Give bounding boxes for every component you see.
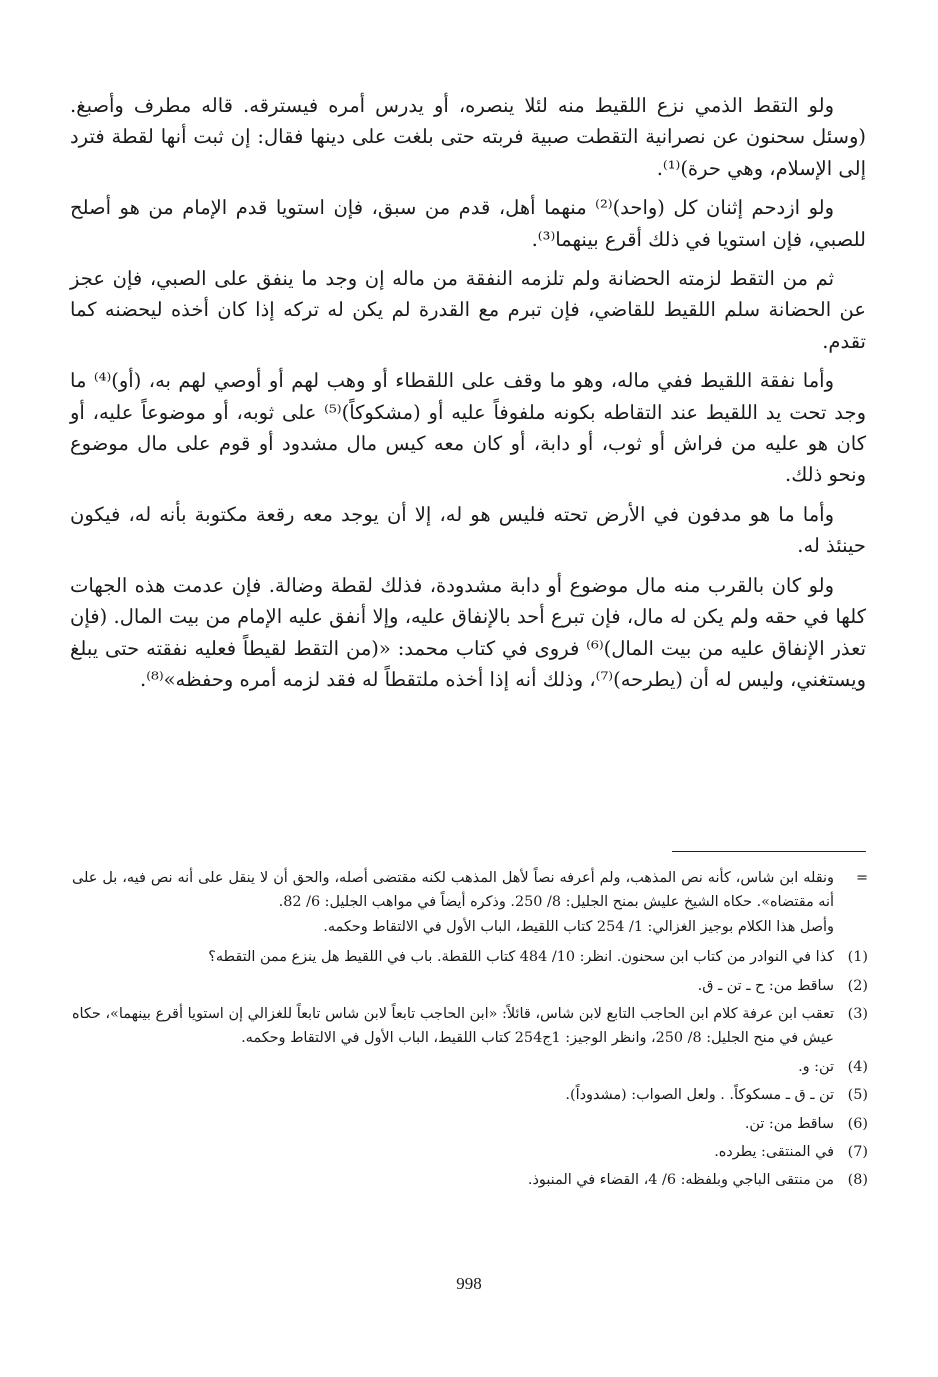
footnote-text: تعقب ابن عرفة كلام ابن الحاجب التابع لابن شاس، قائلاً: «ابن الحاجب تابعاً لابن شاس تابعاً للغزالي إن استويا أقرع بينهما»، حكاه عيش في منح الجليل: 8/ 250، وانظر الوجيز: 1ج254 كتاب اللقيط، الباب الأول في الالتقاط وحكمه. <box>72 1006 834 1047</box>
footnote-text: في المنتقى: يطرده. <box>714 1144 834 1161</box>
footnote-text: تن: و. <box>798 1058 834 1075</box>
footnotes <box>72 866 868 1197</box>
footnote-continuation <box>72 866 868 939</box>
footnote <box>72 1055 868 1079</box>
footnote <box>72 1168 868 1192</box>
paragraph: وأما ما هو مدفون في الأرض تحته فليس هو له، إلا أن يوجد معه رقعة مكتوبة بأنه له، فيكون حينئذ له. <box>70 502 866 558</box>
footnote <box>72 1083 868 1107</box>
footnote-text: ساقط من: تن. <box>744 1115 834 1132</box>
footnote-text: من منتقى الباجي وبلفظه: 6/ 4، القضاء في المنبوذ. <box>527 1172 834 1189</box>
footnote <box>72 1002 868 1051</box>
footnote-continuation-line: ونقله ابن شاس، كأنه نص المذهب، ولم أعرفه نصاً لأهل المذهب لكنه مقتضى أصله، والحق أن لا ينقل على أنه نص فيه، بل على أنه مقتضاه». حكاه الشيخ عليش بمنح الجليل: 8/ 250. وذكره أيضاً في مواهب الجليل: 6/ 82. <box>72 870 834 911</box>
footnote-number: (2) <box>847 977 868 994</box>
footnote-divider <box>672 851 866 852</box>
footnote-number: (8) <box>847 1172 868 1189</box>
footnote-number: (7) <box>847 1144 868 1161</box>
paragraph: ولو كان بالقرب منه مال موضوع أو دابة مشدودة، فذلك لقطة وضالة. فإن عدمت هذه الجهات كلها في حقه ولم يكن له مال، فإن تبرع أحد بالإنفاق عليه، وإلا أنفق عليه الإمام من بيت المال. (فإن تعذر الإنفاق عليه من بيت المال)⁽⁶⁾ فروى في كتاب محمد: «(من التقط لقيطاً فعليه نفقته حتى يبلغ ويستغني، وليس له أن (يطرحه)⁽⁷⁾، وذلك أنه إذا أخذه ملتقطاً له فقد لزمه أمره وحفظه»⁽⁸⁾. <box>70 573 866 691</box>
footnote-continuation-line: وأصل هذا الكلام بوجيز الغزالي: 1/ 254 كتاب اللقيط، الباب الأول في الالتقاط وحكمه. <box>323 918 834 935</box>
paragraph: وأما نفقة اللقيط ففي ماله، وهو ما وقف على اللقطاء أو وهب لهم أو أوصي لهم به، (أو)⁽⁴⁾ ما وجد تحت يد اللقيط عند التقاطه بكونه ملفوفاً عليه أو (مشكوكاً)⁽⁵⁾ على ثوبه، أو موضوعاً عليه، أو كان هو عليه من فراش أو ثوب، أو دابة، أو كان معه كيس مال مشدود أو قوم على مال موضوع ونحو ذلك. <box>70 369 866 487</box>
continuation-marker: = <box>855 870 868 886</box>
footnote <box>72 974 868 998</box>
footnote-text: ساقط من: ح ـ تن ـ ق. <box>697 977 834 994</box>
footnote-number: (3) <box>847 1006 868 1023</box>
paragraph: ثم من التقط لزمته الحضانة ولم تلزمه النفقة من ماله إن وجد ما ينفق على الصبي، فإن عجز عن الحضانة سلم اللقيط للقاضي، فإن تبرم مع القدرة لم يكن له تركه إذا كان أخذه ليحضنه كما تقدم. <box>70 267 866 353</box>
page-number: 998 <box>456 1274 482 1293</box>
footnote <box>72 1112 868 1136</box>
footnote-text: كذا في النوادر من كتاب ابن سحنون. انظر: 10/ 484 كتاب اللقطة. باب في اللقيط هل ينزع ممن التقطه؟ <box>208 949 834 966</box>
footnote <box>72 1140 868 1164</box>
footnote-number: (5) <box>847 1087 868 1104</box>
paragraph: ولو ازدحم إثنان كل (واحد)⁽²⁾ منهما أهل، قدم من سبق، فإن استويا قدم الإمام من هو أصلح للصبي، فإن استويا في ذلك أقرع بينهما⁽³⁾. <box>70 196 866 251</box>
footnote <box>72 945 868 969</box>
footnote-text: تن ـ ق ـ مسكوكاً. . ولعل الصواب: (مشدوداً). <box>565 1087 834 1104</box>
footnote-number: (1) <box>847 949 868 966</box>
footnote-number: (6) <box>847 1115 868 1132</box>
main-text <box>70 90 866 703</box>
footnote-number: (4) <box>847 1058 868 1075</box>
paragraph: ولو التقط الذمي نزع اللقيط منه لئلا ينصره، أو يدرس أمره فيسترقه. قاله مطرف وأصبغ. (وسئل سحنون عن نصرانية التقطت صبية فربته حتى بلغت على دينها فقال: إن ثبت أنها لقطة فترد إلى الإسلام، وهي حرة)⁽¹⁾. <box>70 94 866 180</box>
